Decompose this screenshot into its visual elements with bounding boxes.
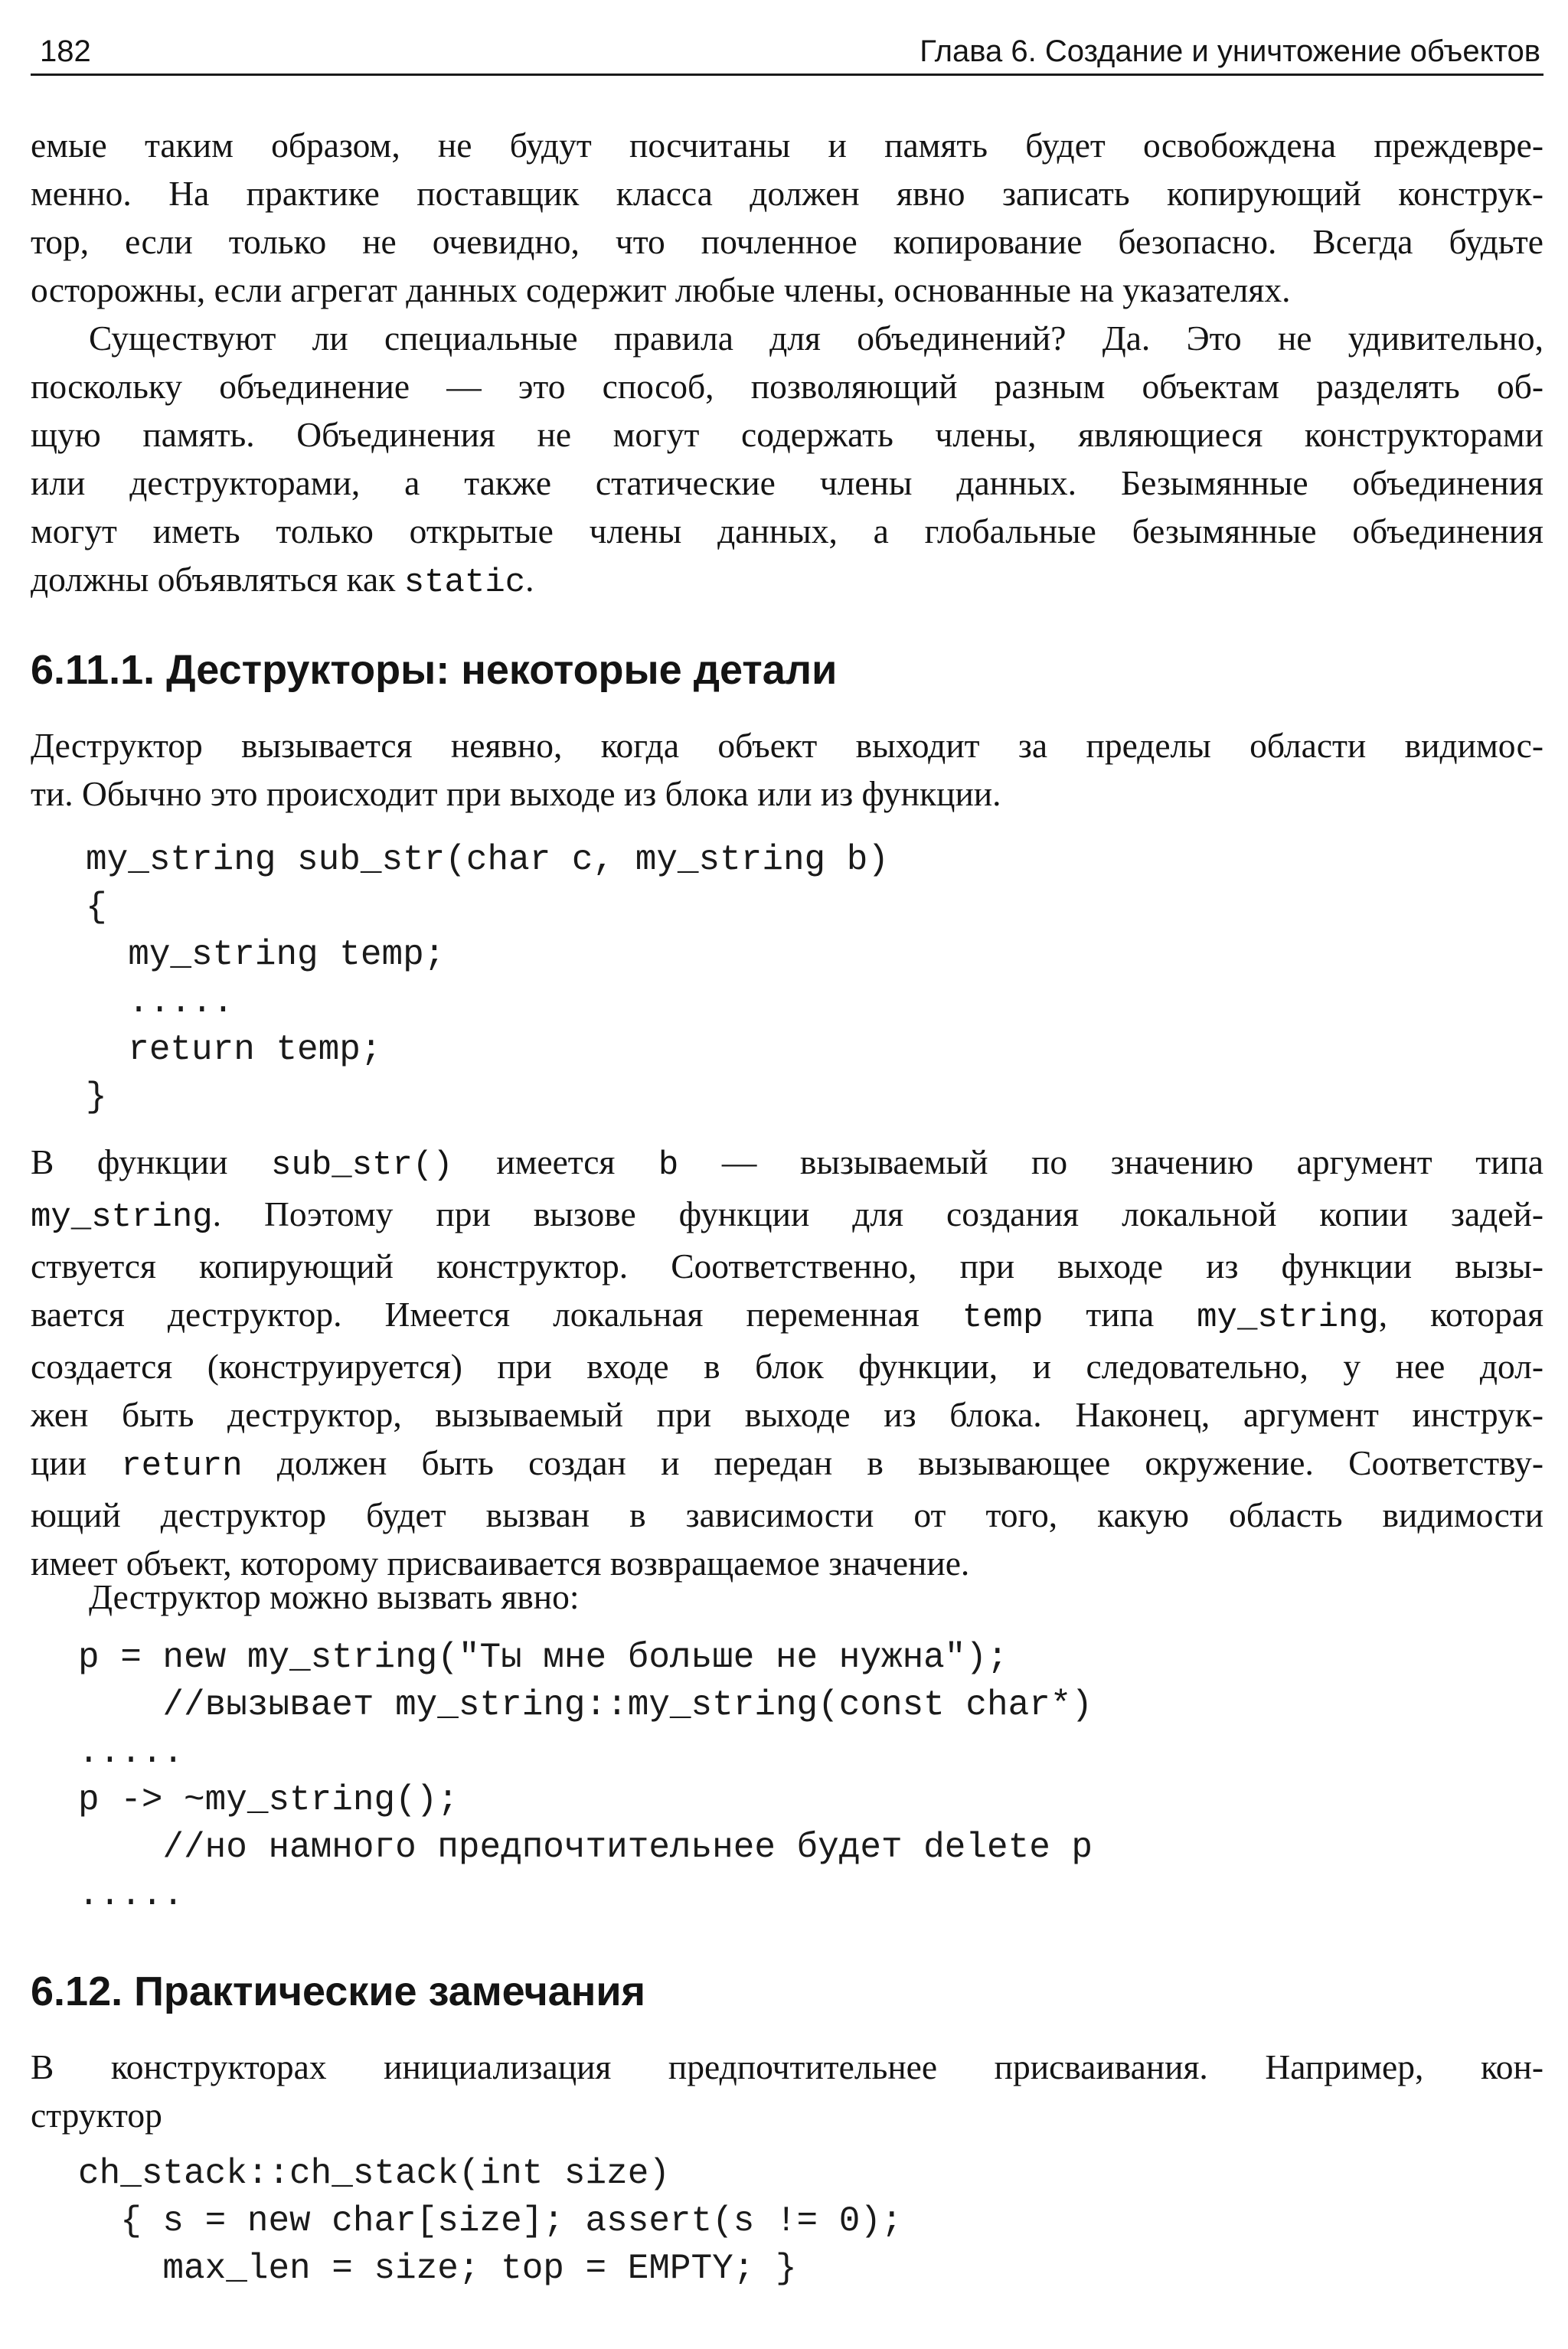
text-line: ствуется копирующий конструктор. Соответственно, при выходе из функции вызы- [31, 1246, 1544, 1286]
inline-code: temp [962, 1299, 1044, 1337]
page-number: 182 [40, 34, 91, 68]
code-block-explicit-call: p = new my_string("Ты мне больше не нужна"); //вызывает my_string::my_string(const char*) ..... p -> ~my_string(); //но намного предпочтительнее будет delete p ..... [78, 1638, 1093, 1915]
text-line: ции return должен быть создан и передан в вызывающее окружение. Соответству- [31, 1443, 1544, 1485]
book-page [31, 0, 1544, 2349]
inline-code: static [403, 564, 526, 602]
inline-code: my_string [1197, 1299, 1379, 1337]
paragraph-practical-notes [31, 2043, 1544, 2139]
section-heading-6-12: 6.12. Практические замечания [31, 1968, 646, 2014]
text-line: тор, если только не очевидно, что почленное копирование безопасно. Всегда будьте [31, 222, 1544, 261]
chapter-title: Глава 6. Создание и уничтожение объектов [920, 34, 1540, 68]
text-line: Деструктор можно вызвать явно: [89, 1577, 580, 1616]
paragraph-explicit-destructor [31, 1573, 1544, 1621]
inline-code: return [121, 1447, 243, 1485]
running-header [31, 29, 1544, 76]
text-line: жен быть деструктор, вызываемый при выходе из блока. Наконец, аргумент инструк- [31, 1395, 1544, 1434]
text-line: Существуют ли специальные правила для объединений? Да. Это не удивительно, [89, 319, 1544, 358]
text-line: структор [31, 2096, 162, 2135]
inline-code: b [658, 1146, 679, 1184]
code-block-sub-str: my_string sub_str(char c, my_string b) { my_string temp; ..... return temp; } [86, 840, 889, 1117]
text-line: щую память. Объединения не могут содержать члены, являющиеся конструкторами [31, 415, 1544, 454]
text-line: вается деструктор. Имеется локальная переменная temp типа my_string, которая [31, 1295, 1544, 1337]
paragraph-destructor-intro [31, 721, 1544, 818]
text-line: создается (конструируется) при входе в блок функции, и следовательно, у нее дол- [31, 1347, 1544, 1386]
text-line: ти. Обычно это происходит при выходе из блока или из функции. [31, 774, 1001, 813]
text-line: поскольку объединение — это способ, позволяющий разным объектам разделять об- [31, 367, 1544, 406]
paragraph-unions [31, 314, 1544, 607]
section-heading-6-11-1: 6.11.1. Деструкторы: некоторые детали [31, 647, 838, 693]
text-line: осторожны, если агрегат данных содержит любые члены, основанные на указателях. [31, 270, 1291, 309]
text-line: ющий деструктор будет вызван в зависимости от того, какую область видимости [31, 1495, 1544, 1534]
paragraph-aggregates [31, 121, 1544, 314]
text-line: должны объявляться как static. [31, 560, 534, 602]
inline-code: my_string [31, 1198, 213, 1237]
text-line: или деструкторами, а также статические члены данных. Безымянные объединения [31, 463, 1544, 502]
paragraph-sub-str-explanation [31, 1138, 1544, 1587]
text-line: В конструкторах инициализация предпочтительнее присваивания. Например, кон- [31, 2047, 1544, 2086]
text-line: my_string. Поэтому при вызове функции для создания локальной копии задей- [31, 1194, 1544, 1237]
text-line: могут иметь только открытые члены данных, а глобальные безымянные объединения [31, 511, 1544, 550]
text-line: имеет объект, которому присваивается возвращаемое значение. [31, 1544, 970, 1583]
code-block-ch-stack: ch_stack::ch_stack(int size) { s = new char[size]; assert(s != 0); max_len = size; top = EMPTY; } [78, 2154, 903, 2289]
text-line: Деструктор вызывается неявно, когда объект выходит за пределы области видимос- [31, 726, 1544, 765]
inline-code: sub_str() [271, 1146, 453, 1184]
text-line: емые таким образом, не будут посчитаны и память будет освобождена преждевре- [31, 126, 1544, 165]
text-line: В функции sub_str() имеется b — вызываемый по значению аргумент типа [31, 1142, 1544, 1184]
text-line: менно. На практике поставщик класса должен явно записать копирующий конструк- [31, 174, 1544, 213]
